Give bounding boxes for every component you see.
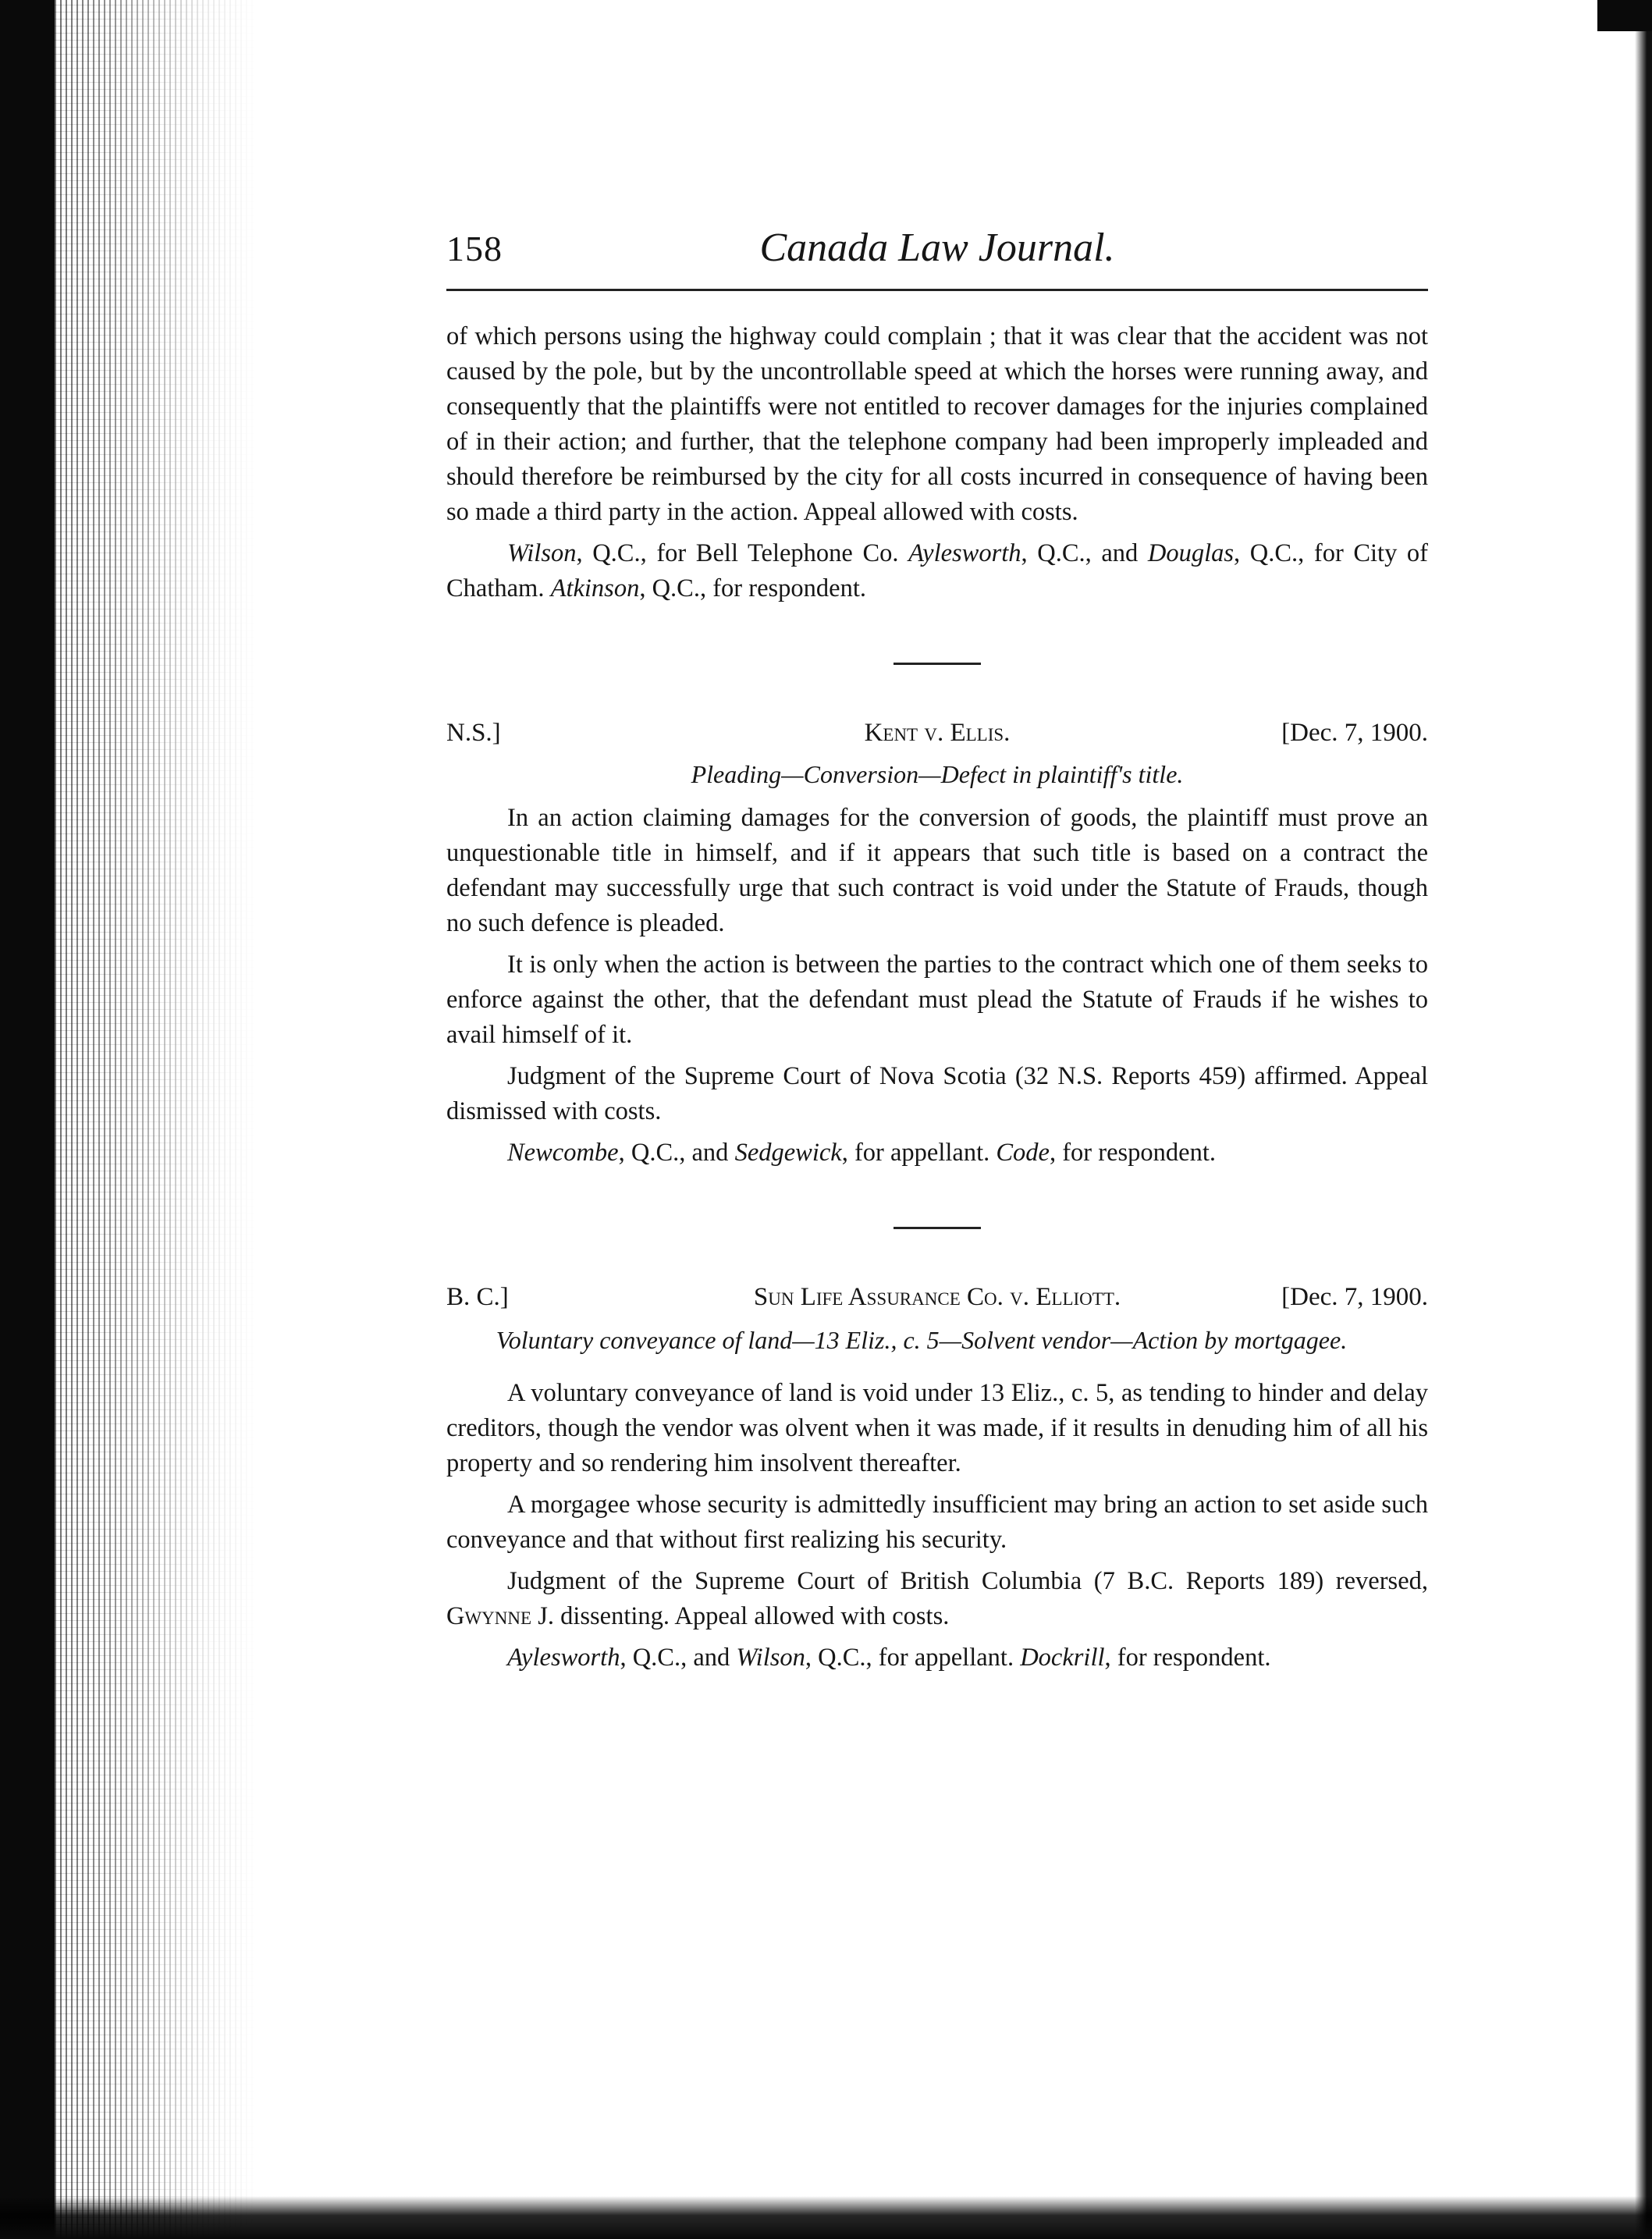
counsel-name: Sedgewick xyxy=(734,1139,842,1167)
judge-name: Gwynne xyxy=(446,1602,532,1630)
case-date: [Dec. 7, 1900. xyxy=(1281,719,1428,747)
case-paragraph: In an action claiming damages for the conversion of goods, the plaintiff must prove an unquestionable title in himself, and if it appears that such title is based on a contract the defendant may successfully urge that such contract is void under the Statute of Frauds, though no such defence is pleaded. xyxy=(446,804,1428,937)
case-date: [Dec. 7, 1900. xyxy=(1281,1283,1428,1311)
case-counsel: Aylesworth, Q.C., and Wilson, Q.C., for appellant. Dockrill, for respondent. xyxy=(507,1644,1271,1672)
counsel-name: Wilson xyxy=(507,539,577,567)
counsel-name: Wilson xyxy=(736,1644,805,1672)
counsel-name: Aylesworth xyxy=(908,539,1021,567)
case-paragraph: A voluntary conveyance of land is void under 13 Eliz., c. 5, as tending to hinder and delay creditors, though the vendor was olvent when it was made, if it results in denuding him of all his property and so rendering him insolvent thereafter. xyxy=(446,1379,1428,1477)
case-subject: Voluntary conveyance of land—13 Eliz., c. 5—Solvent vendor—Action by mortgagee. xyxy=(496,1326,1348,1354)
counsel-name: Newcombe xyxy=(507,1139,619,1167)
case-separator xyxy=(894,1227,981,1229)
counsel-name: Aylesworth xyxy=(507,1644,620,1672)
running-head xyxy=(446,223,1428,286)
journal-title: Canada Law Journal. xyxy=(759,226,1115,270)
page-number: 158 xyxy=(446,229,503,268)
scan-right-edge xyxy=(1635,31,1652,2239)
case-parties: Kent v. Ellis. xyxy=(864,719,1011,747)
counsel-name: Dockrill xyxy=(1020,1644,1105,1672)
case-separator xyxy=(894,663,981,665)
case-counsel: Newcombe, Q.C., and Sedgewick, for appellant. Code, for respondent. xyxy=(507,1139,1216,1167)
counsel-name: Code xyxy=(996,1139,1050,1167)
case-continued-paragraph: of which persons using the highway could complain ; that it was clear that the accident was not caused by the pole, but by the uncontrollable speed at which the horses were running away, and consequently that the plaintiffs were not entitled to recover damages for the injuries complained of in their action; and further, that the telephone company had been improperly impleaded and should therefore be reimbursed by the city for all costs incurred in consequence of having been so made a third party in the action. Appeal allowed with costs. xyxy=(446,322,1428,526)
case-paragraph: It is only when the action is between the parties to the contract which one of them seeks to enforce against the other, that the defendant must plead the Statute of Frauds if he wishes to avail himself of it. xyxy=(446,951,1428,1049)
counsel-name: Atkinson xyxy=(550,574,640,602)
case-province: B. C.] xyxy=(446,1283,509,1311)
case-judgment: Judgment of the Supreme Court of British Columbia (7 B.C. Reports 189) reversed, Gwynne J. dissenting. Appeal allowed with costs. xyxy=(446,1567,1428,1630)
case-province: N.S.] xyxy=(446,719,501,747)
case-heading xyxy=(446,713,1428,752)
case-heading xyxy=(446,1278,1428,1317)
case-continued xyxy=(446,319,1428,606)
scan-top-right-edge xyxy=(1597,0,1652,31)
journal-page xyxy=(446,223,1428,1676)
case-sun-life-v-elliott xyxy=(446,1278,1428,1676)
case-kent-v-ellis xyxy=(446,713,1428,1171)
case-parties: Sun Life Assurance Co. v. Elliott. xyxy=(753,1283,1121,1311)
case-subject: Pleading—Conversion—Defect in plaintiff's title. xyxy=(691,760,1184,788)
case-paragraph: Judgment of the Supreme Court of Nova Scotia (32 N.S. Reports 459) affirmed. Appeal dismissed with costs. xyxy=(446,1062,1428,1125)
scan-binding-gutter xyxy=(55,0,258,2239)
scan-bottom-edge xyxy=(0,2196,1652,2239)
scan-left-edge xyxy=(0,0,55,2239)
counsel-name: Douglas xyxy=(1147,539,1235,567)
case-continued-counsel: Wilson, Q.C., for Bell Telephone Co. Aylesworth, Q.C., and Douglas, Q.C., for City of Chatham. Atkinson, Q.C., for respondent. xyxy=(446,539,1429,602)
header-rule xyxy=(446,289,1428,291)
case-paragraph: A morgagee whose security is admittedly insufficient may bring an action to set aside such conveyance and that without first realizing his security. xyxy=(446,1491,1428,1554)
